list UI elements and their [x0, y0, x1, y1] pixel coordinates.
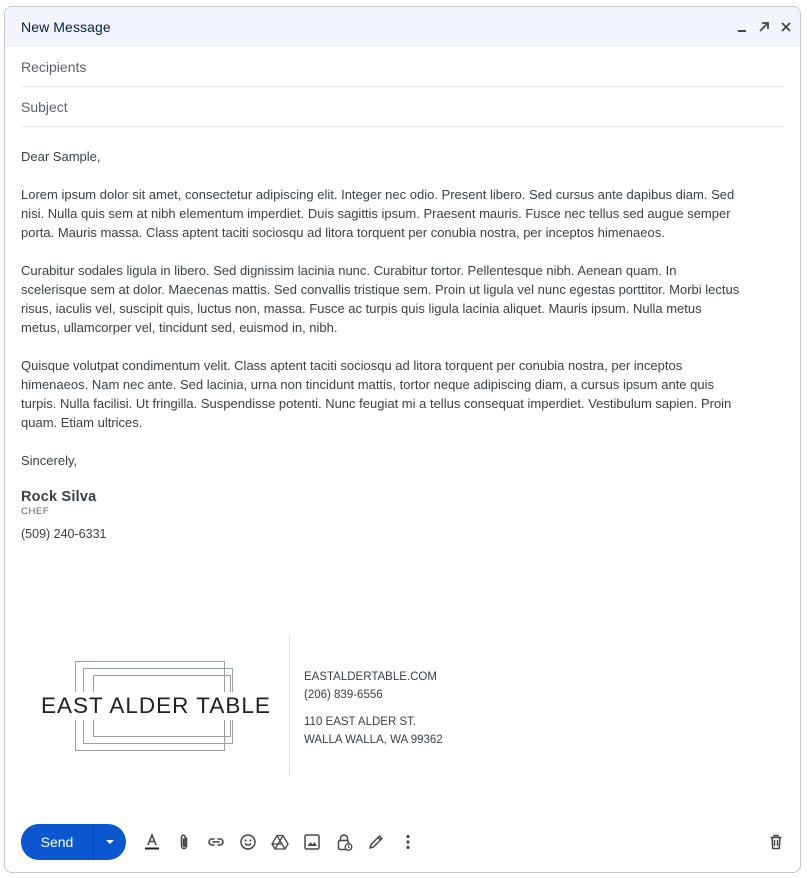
discard-draft-button[interactable]: [760, 826, 792, 858]
signature-divider: [289, 635, 290, 775]
logo-wordmark: EAST ALDER TABLE: [41, 693, 271, 718]
formatting-options-button[interactable]: [136, 826, 168, 858]
message-paragraph-3: Quisque volutpat condimentum velit. Class aptent taciti sociosqu ad litora torquent per conubia nostra, per inceptos himenaeos. Nam nec ante. Sed lacinia, urna non tincidunt mattis, tortor neque adipiscing diam, a cursus ipsum ante quis turpis. Nulla facilisi. Ut fringilla. Suspendisse potenti. Nunc feugiat mi a tellus consequat imperdiet. Vestibulum sapien. Proin quam. Etiam ultrices.: [21, 358, 732, 430]
business-contact: [304, 668, 443, 749]
signature-icon: [366, 832, 386, 852]
expand-icon: [757, 20, 771, 34]
recipients-input[interactable]: [21, 59, 784, 75]
attach-icon: [174, 832, 194, 852]
close-icon: [779, 20, 793, 34]
confidential-icon: [334, 832, 354, 852]
window-controls: [732, 17, 800, 37]
subject-input[interactable]: [21, 99, 784, 115]
attach-files-button[interactable]: [168, 826, 200, 858]
insert-drive-button[interactable]: [264, 826, 296, 858]
insert-emoji-button[interactable]: [232, 826, 264, 858]
photo-icon: [302, 832, 322, 852]
more-options-button[interactable]: [392, 826, 424, 858]
message-body[interactable]: [21, 147, 741, 542]
compose-titlebar[interactable]: [5, 7, 800, 47]
compose-window: [4, 6, 801, 873]
signature-name: Rock Silva: [21, 489, 97, 505]
confidential-mode-button[interactable]: [328, 826, 360, 858]
insert-photo-button[interactable]: [296, 826, 328, 858]
business-phone: (206) 839-6556: [304, 689, 383, 701]
insert-signature-button[interactable]: [360, 826, 392, 858]
full-screen-button[interactable]: [754, 17, 774, 37]
message-greeting: Dear Sample,: [21, 149, 101, 164]
business-website: EASTALDERTABLE.COM: [304, 671, 437, 683]
minimize-button[interactable]: [732, 17, 752, 37]
message-closing: Sincerely,: [21, 453, 78, 468]
message-paragraph-1: Lorem ipsum dolor sit amet, consectetur adipiscing elit. Integer nec odio. Present libero. Sed cursus ante dapibus diam. Sed nisi. Nulla quis sem at nibh elementum imperdiet. Duis sagittis ipsum. Praesent mauris. Fusce nec tellus sed augue semper porta. Mauris massa. Class aptent taciti sociosqu ad litora torquent per conubia nostra, per inceptos himenaeos.: [21, 187, 735, 240]
business-address-line-2: WALLA WALLA, WA 99362: [304, 734, 443, 746]
caret-down-icon: [104, 836, 116, 848]
insert-link-button[interactable]: [200, 826, 232, 858]
send-options-button[interactable]: [94, 824, 126, 860]
link-icon: [206, 832, 226, 852]
minimize-icon: [735, 20, 749, 34]
business-logo: [41, 658, 271, 754]
subject-field: [21, 87, 784, 127]
send-group: [21, 824, 126, 860]
emoji-icon: [238, 832, 258, 852]
more-options-icon: [398, 832, 418, 852]
send-button[interactable]: Send: [21, 824, 93, 860]
drive-icon: [270, 832, 290, 852]
trash-icon: [766, 832, 786, 852]
signature-title: CHEF: [21, 506, 50, 517]
recipients-field: [21, 47, 784, 87]
signature-phone: (509) 240-6331: [21, 527, 107, 541]
compose-title: New Message: [21, 19, 111, 35]
close-button[interactable]: [776, 17, 796, 37]
message-paragraph-2: Curabitur sodales ligula in libero. Sed dignissim lacinia nunc. Curabitur tortor. Pellentesque nibh. Aenean quam. In scelerisque sem at dolor. Maecenas mattis. Sed convallis tristique sem. Proin ut ligula vel nunc egestas porttitor. Morbi lectus risus, iaculis vel, suscipit quis, luctus non, massa. Fusce ac turpis quis ligula lacinia aliquet. Mauris ipsum. Nulla metus metus, ullamcorper vel, tincidunt sed, euismod in, nibh.: [21, 263, 740, 335]
formatting-tools: [136, 826, 424, 858]
compose-toolbar: [21, 824, 792, 860]
business-address-line-1: 110 EAST ALDER ST.: [304, 716, 417, 728]
format-text-icon: [142, 832, 162, 852]
